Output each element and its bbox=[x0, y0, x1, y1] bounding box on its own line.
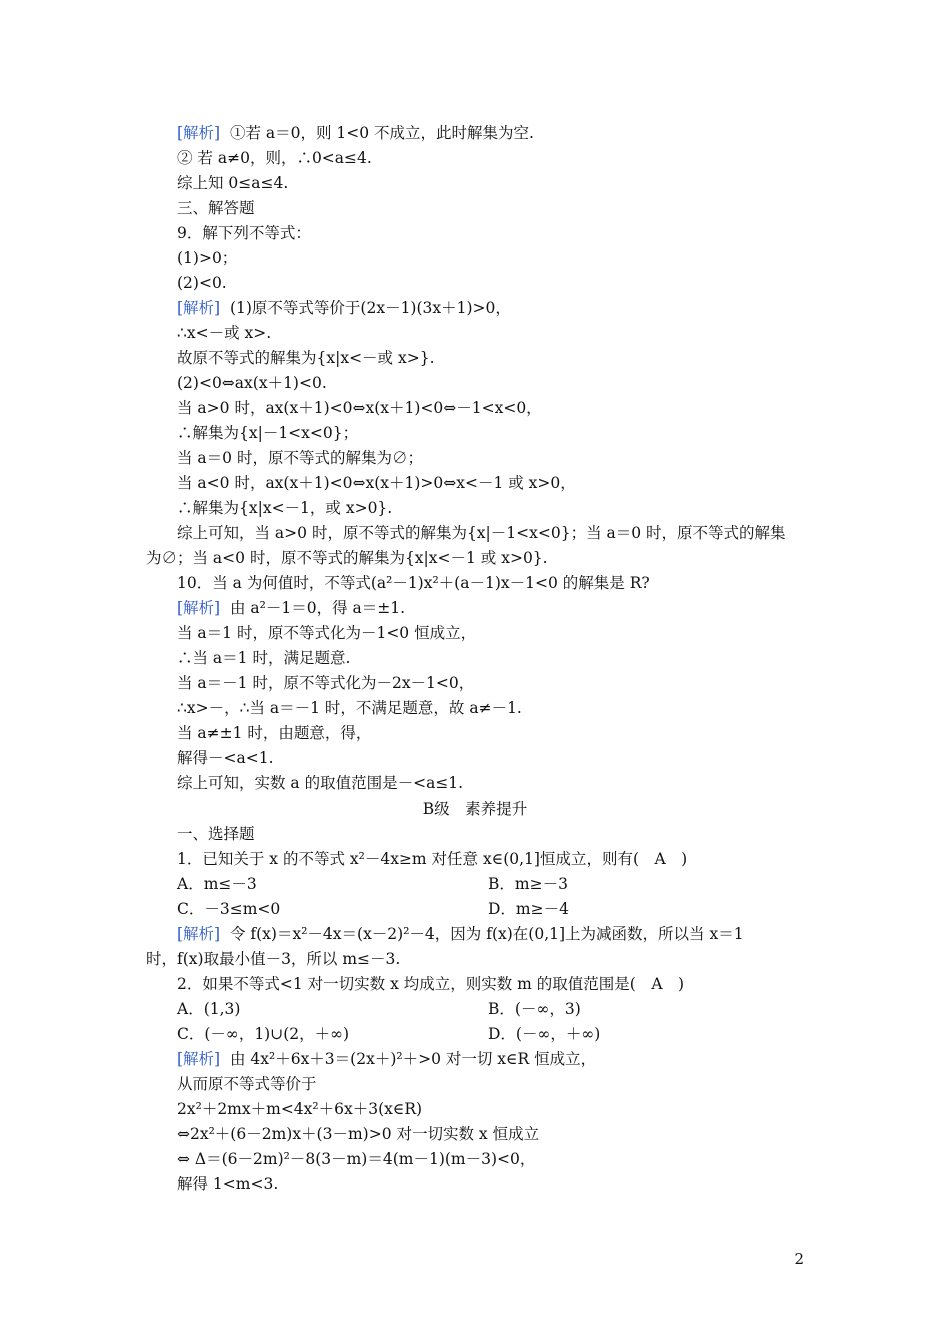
text-line: ② 若 a≠0，则，∴0<a≤4. bbox=[177, 149, 372, 167]
question-line: 2．如果不等式<1 对一切实数 x 均成立，则实数 m 的取值范围是( A ) bbox=[177, 975, 685, 993]
text-line: 综上可知，实数 a 的取值范围是－<a≤1. bbox=[177, 774, 464, 792]
analysis-tag: [解析] bbox=[177, 124, 221, 142]
text-line: ∴解集为{x|x<－1，或 x>0}. bbox=[177, 499, 393, 517]
option-b: B．m≥－3 bbox=[488, 875, 568, 893]
text-line: 故原不等式的解集为{x|x<－或 x>}. bbox=[177, 349, 435, 367]
section-heading: 一、选择题 bbox=[177, 825, 255, 843]
option-d: D．m≥－4 bbox=[488, 900, 569, 918]
text-line: 当 a＝0 时，原不等式的解集为∅； bbox=[177, 449, 423, 467]
option-b: B．(－∞，3) bbox=[488, 1000, 581, 1018]
text-line: 当 a＝－1 时，原不等式化为－2x－1<0， bbox=[177, 674, 475, 692]
text-line: 当 a≠±1 时，由题意，得， bbox=[177, 724, 372, 742]
option-c: C．(－∞，1)∪(2，＋∞) bbox=[177, 1025, 350, 1043]
text-line: 解得 1<m<3. bbox=[177, 1175, 279, 1193]
text-line: ∴x<－或 x>. bbox=[177, 324, 272, 342]
analysis-tag: [解析] bbox=[177, 299, 221, 317]
analysis-tag: [解析] bbox=[177, 925, 221, 943]
text-line: ⇔ Δ＝(6－2m)²－8(3－m)＝4(m－1)(m－3)<0， bbox=[177, 1150, 536, 1168]
section-heading: 三、解答题 bbox=[177, 199, 255, 217]
solution-line: [解析] 由 a²－1＝0，得 a＝±1. bbox=[177, 599, 406, 617]
text-line: (2)<0. bbox=[177, 274, 227, 292]
text-line: 综上可知，当 a>0 时，原不等式的解集为{x|－1<x<0}；当 a＝0 时，原不等式的解集 bbox=[177, 524, 786, 542]
option-a: A．m≤－3 bbox=[177, 875, 257, 893]
solution-line: [解析] (1)原不等式等价于(2x－1)(3x＋1)>0， bbox=[177, 299, 511, 317]
option-c: C．－3≤m<0 bbox=[177, 900, 281, 918]
solution-line: [解析] 由 4x²＋6x＋3＝(2x＋)²＋>0 对一切 x∈R 恒成立， bbox=[177, 1050, 597, 1068]
question-line: 10．当 a 为何值时，不等式(a²－1)x²＋(a－1)x－1<0 的解集是 R? bbox=[177, 574, 650, 592]
solution-line: [解析] ①若 a＝0，则 1<0 不成立，此时解集为空. bbox=[177, 124, 534, 142]
text-line: 当 a＝1 时，原不等式化为－1<0 恒成立， bbox=[177, 624, 477, 642]
section-b-title: B级 素养提升 bbox=[422, 800, 528, 818]
text-line: ∴x>－，∴当 a＝－1 时，不满足题意，故 a≠－1. bbox=[177, 699, 522, 717]
text-line: 解得－<a<1. bbox=[177, 749, 274, 767]
text-line: 时，f(x)取最小值－3，所以 m≤－3. bbox=[146, 950, 401, 968]
analysis-tag: [解析] bbox=[177, 599, 221, 617]
text-line: 综上知 0≤a≤4. bbox=[177, 174, 289, 192]
text-line: ⇔2x²＋(6－2m)x＋(3－m)>0 对一切实数 x 恒成立 bbox=[177, 1125, 540, 1143]
text-line: 从而原不等式等价于 bbox=[177, 1075, 317, 1093]
option-a: A．(1,3) bbox=[177, 1000, 241, 1018]
text-line: (1)>0； bbox=[177, 249, 238, 267]
text-line: 为∅；当 a<0 时，原不等式的解集为{x|x<－1 或 x>0}. bbox=[146, 549, 548, 567]
question-line: 1．已知关于 x 的不等式 x²－4x≥m 对任意 x∈(0,1]恒成立，则有( A ) bbox=[177, 850, 688, 868]
text-line: 当 a>0 时，ax(x＋1)<0⇔x(x＋1)<0⇔－1<x<0， bbox=[177, 399, 542, 417]
page-number: 2 bbox=[794, 1250, 804, 1268]
solution-line: [解析] 令 f(x)＝x²－4x＝(x－2)²－4，因为 f(x)在(0,1]上为减函数，所以当 x＝1 bbox=[177, 925, 744, 943]
text-line: ∴解集为{x|－1<x<0}； bbox=[177, 424, 359, 442]
question-line: 9．解下列不等式： bbox=[177, 224, 311, 242]
text-line: ∴当 a＝1 时，满足题意. bbox=[177, 649, 351, 667]
text-line: 2x²＋2mx＋m<4x²＋6x＋3(x∈R) bbox=[177, 1100, 423, 1118]
option-d: D．(－∞，＋∞) bbox=[488, 1025, 601, 1043]
text-line: (2)<0⇔ax(x＋1)<0. bbox=[177, 374, 327, 392]
analysis-tag: [解析] bbox=[177, 1050, 221, 1068]
text-line: 当 a<0 时，ax(x＋1)<0⇔x(x＋1)>0⇔x<－1 或 x>0， bbox=[177, 474, 576, 492]
